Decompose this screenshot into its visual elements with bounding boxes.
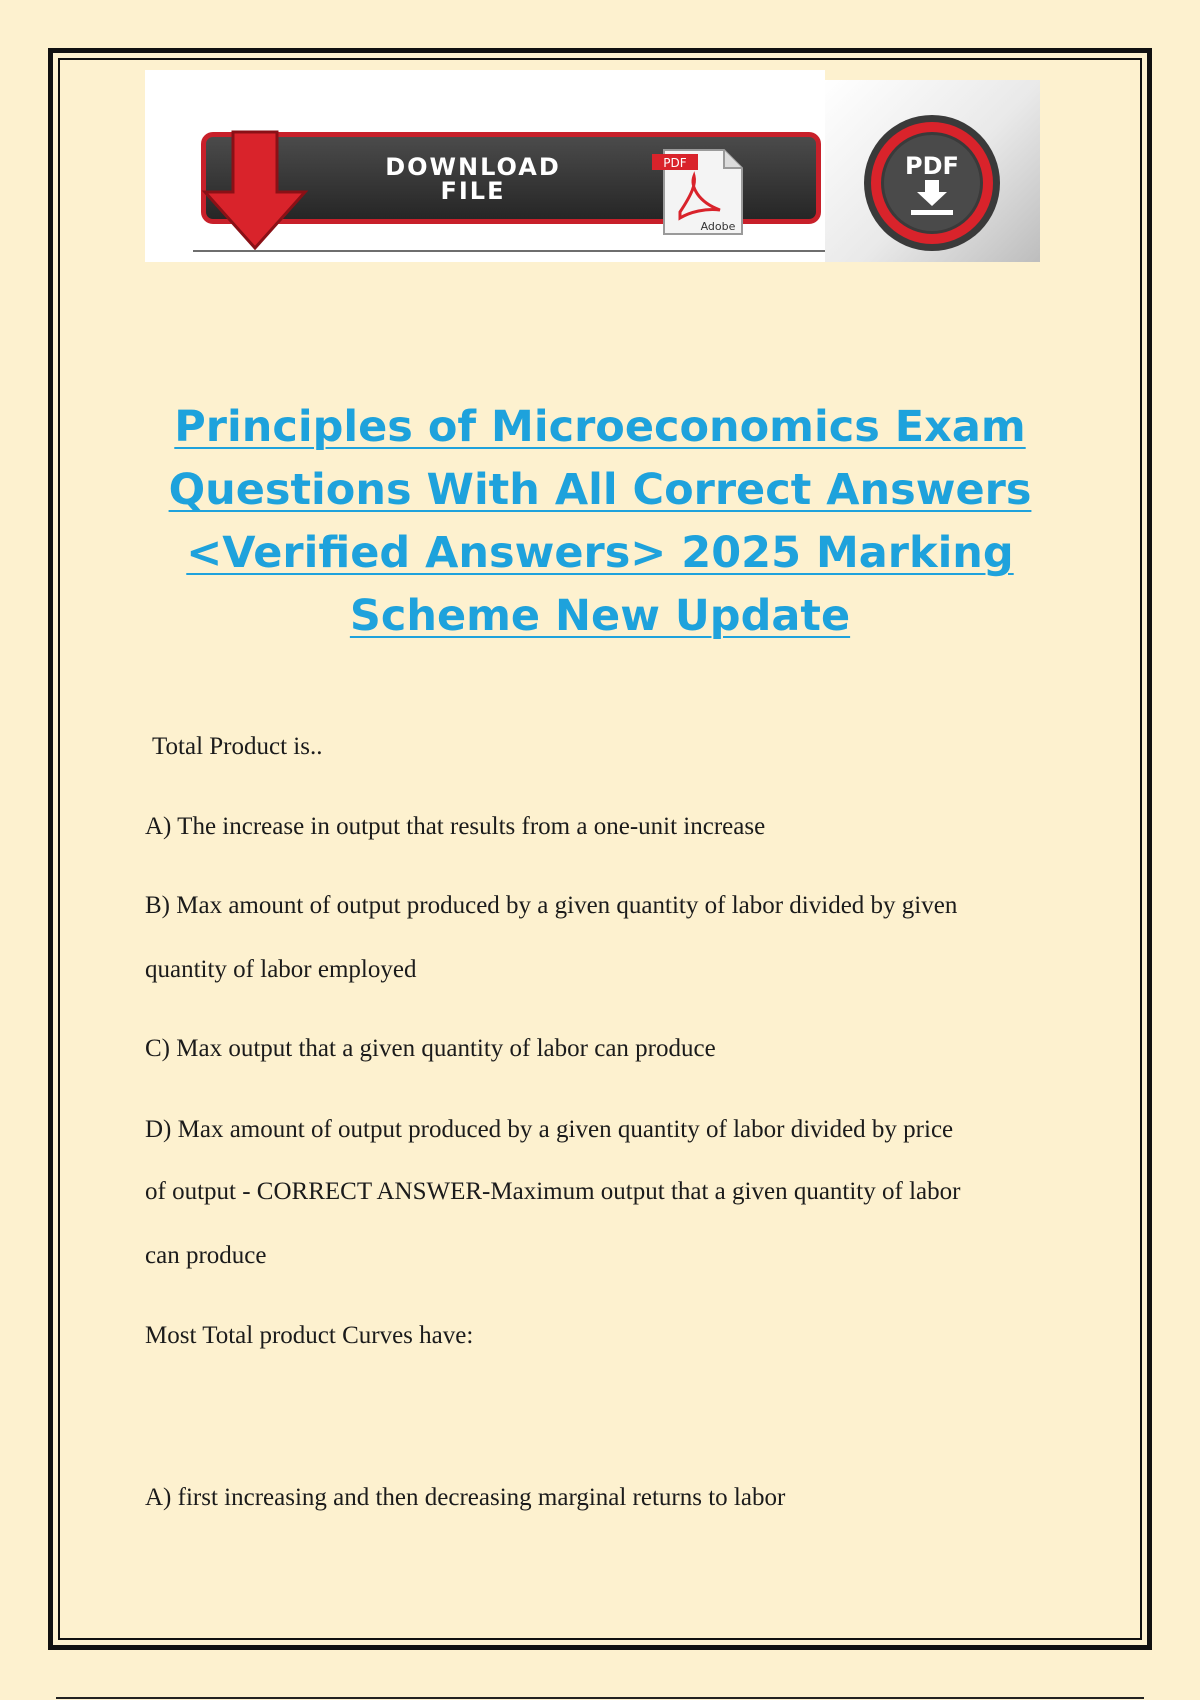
question-1-option-d-line1: D) Max amount of output produced by a given quantity of labor divided by price xyxy=(145,1116,954,1143)
document-title[interactable]: Principles of Microeconomics Exam Questions With All Correct Answers <Verified Answers> 2025 Marking Scheme New Update xyxy=(168,402,1032,641)
pdf-circle-label: PDF xyxy=(905,152,959,180)
pdf-doc-brand: Adobe xyxy=(700,220,736,233)
download-arrow-icon xyxy=(195,128,315,252)
question-1-option-d-line3: can produce xyxy=(145,1242,267,1269)
question-1-text: Total Product is.. xyxy=(152,733,323,760)
pdf-download-icon xyxy=(861,112,1003,254)
question-1-option-b-line2: quantity of labor employed xyxy=(145,956,417,983)
question-2-option-a: A) first increasing and then decreasing marginal returns to labor xyxy=(145,1484,786,1511)
question-2-text: Most Total product Curves have: xyxy=(145,1322,474,1349)
page-border-inner xyxy=(58,58,1142,1640)
download-label xyxy=(353,155,593,203)
pdf-document-icon xyxy=(650,146,750,238)
question-1-option-a: A) The increase in output that results from a one-unit increase xyxy=(145,813,766,840)
question-1-option-b-line1: B) Max amount of output produced by a given quantity of labor divided by given xyxy=(145,892,958,919)
download-banner[interactable] xyxy=(145,70,825,262)
question-1-option-d-line2: of output - CORRECT ANSWER-Maximum output that a given quantity of labor xyxy=(145,1178,961,1205)
banner-underline xyxy=(193,250,825,252)
footer-rule xyxy=(56,1697,1144,1699)
pdf-doc-badge: PDF xyxy=(663,156,687,170)
download-label-line2: FILE xyxy=(440,177,506,205)
download-label-line1: DOWNLOAD xyxy=(385,153,561,181)
question-1-option-c: C) Max output that a given quantity of labor can produce xyxy=(145,1035,716,1062)
pdf-download-tile[interactable] xyxy=(825,80,1040,262)
